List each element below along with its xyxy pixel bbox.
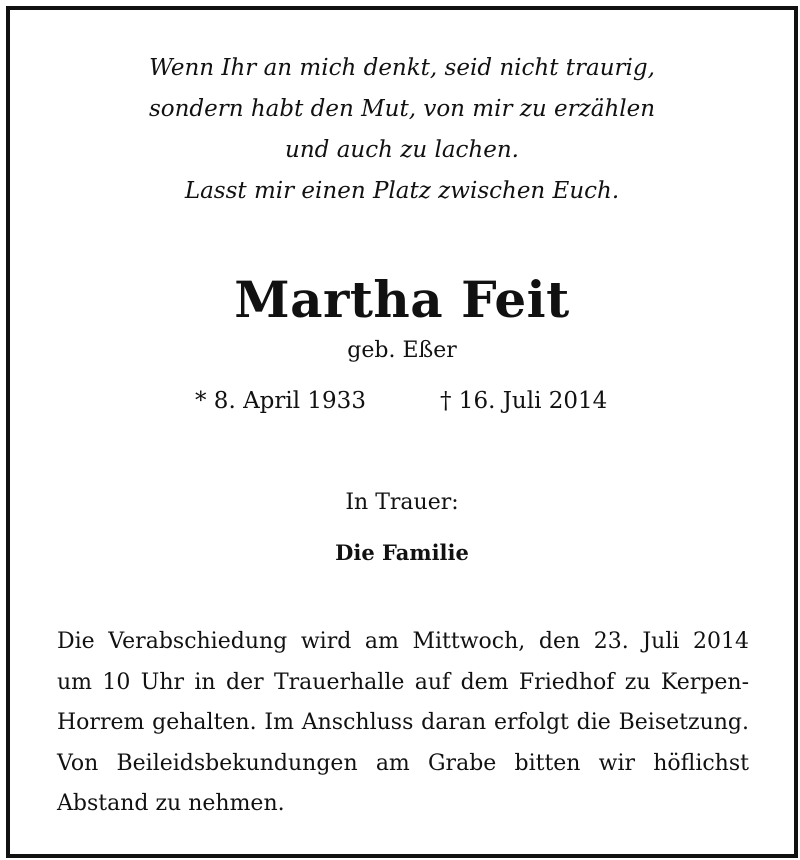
mourning-intro: In Trauer: <box>345 490 459 515</box>
notice-line: Von Beileidsbekundungen am Grabe bitten wir höflichst <box>57 750 749 776</box>
poem-line: und auch zu lachen. <box>285 137 519 163</box>
notice-line: um 10 Uhr in der Trauerhalle auf dem Friedhof zu Kerpen- <box>57 669 749 695</box>
poem-line: sondern habt den Mut, von mir zu erzählen <box>148 96 656 122</box>
maiden-name: geb. Eßer <box>347 338 457 363</box>
obituary-notice <box>6 6 798 858</box>
deceased-name: Martha Feit <box>234 270 570 329</box>
birth-date: * 8. April 1933 <box>195 388 366 414</box>
memorial-poem <box>10 48 794 212</box>
mourners-names: Die Familie <box>335 540 469 565</box>
notice-line: Abstand zu nehmen. <box>57 791 285 816</box>
poem-line: Lasst mir einen Platz zwischen Euch. <box>184 178 620 204</box>
funeral-notice <box>57 622 749 825</box>
notice-line: Horrem gehalten. Im Anschluss daran erfolgt die Beisetzung. <box>57 710 749 735</box>
notice-line: Die Verabschiedung wird am Mittwoch, den 23. Juli 2014 <box>57 629 749 654</box>
poem-line: Wenn Ihr an mich denkt, seid nicht traurig, <box>149 55 655 81</box>
death-date: † 16. Juli 2014 <box>440 388 608 414</box>
